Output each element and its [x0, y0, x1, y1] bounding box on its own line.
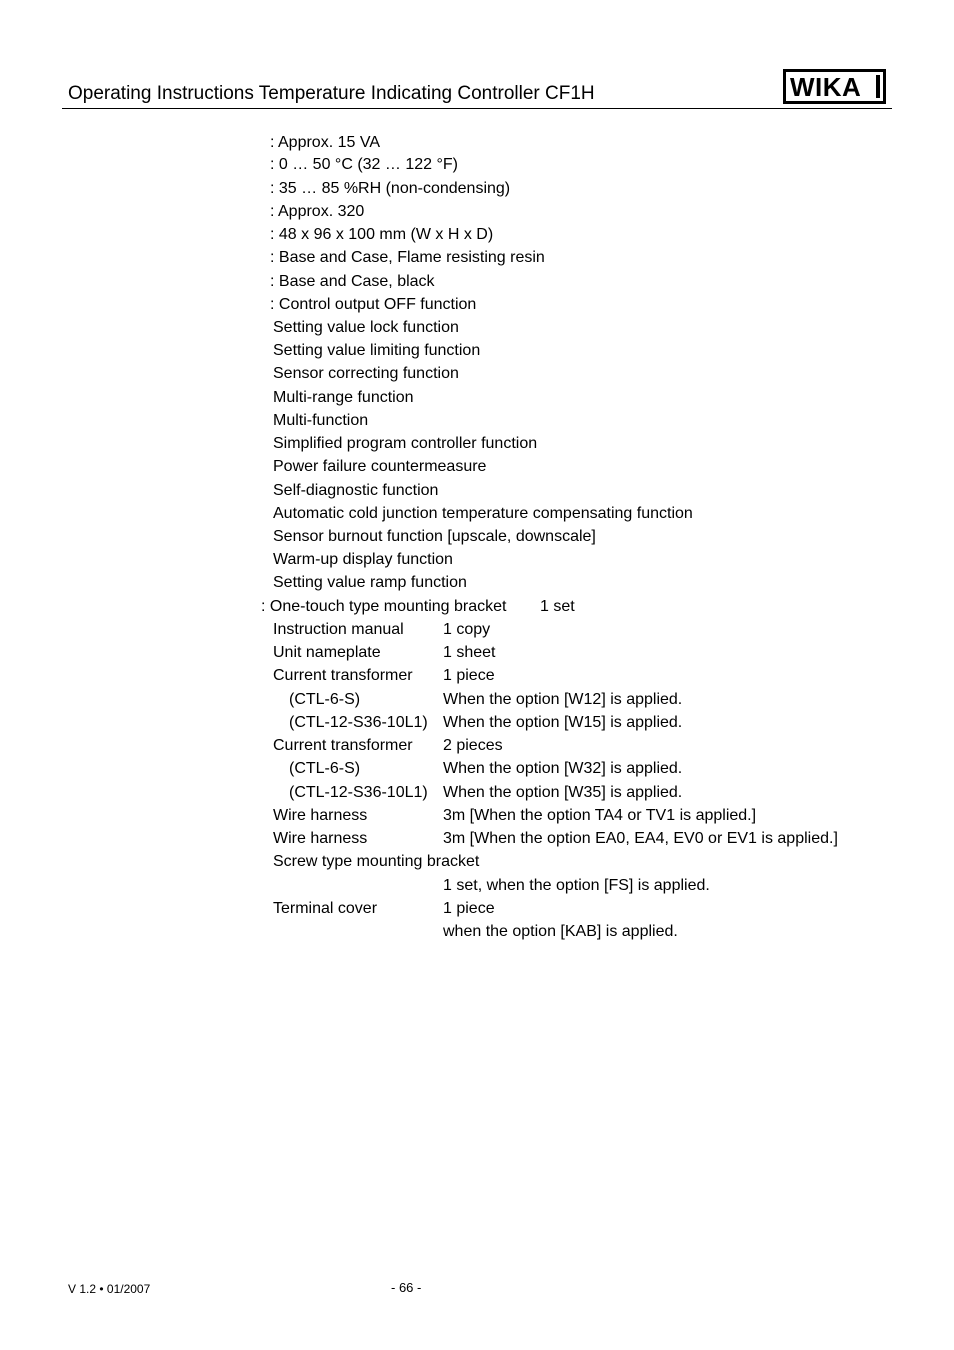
- function-item: Automatic cold junction temperature compensating function: [273, 505, 693, 522]
- function-item: Simplified program controller function: [273, 435, 538, 452]
- spec-weight: : Approx. 320: [270, 203, 365, 220]
- accessory-item: Current transformer: [273, 667, 413, 684]
- accessory-item: (CTL-12-S36-10L1): [289, 714, 428, 731]
- accessory-detail: 1 sheet: [443, 644, 496, 661]
- accessory-item: Current transformer: [273, 737, 413, 754]
- spec-material: : Base and Case, Flame resisting resin: [270, 249, 545, 266]
- function-item: Setting value ramp function: [273, 574, 467, 591]
- document-title: Operating Instructions Temperature Indicating Controller CF1H: [68, 83, 595, 104]
- accessory-item: Wire harness: [273, 807, 368, 824]
- footer-version: V 1.2 • 01/2007: [68, 1282, 151, 1296]
- accessory-item: Wire harness: [273, 830, 368, 847]
- logo-bar: [876, 75, 880, 98]
- accessory-item: Screw type mounting bracket: [273, 853, 480, 870]
- accessory-detail: 2 pieces: [443, 737, 503, 754]
- spec-ambient-humidity: : 35 … 85 %RH (non-condensing): [270, 180, 511, 197]
- accessory-mounting-bracket-qty: 1 set: [540, 598, 575, 615]
- function-item: Power failure countermeasure: [273, 458, 487, 475]
- spec-ambient-temperature: : 0 … 50 °C (32 … 122 °F): [270, 156, 458, 173]
- function-item: Multi-function: [273, 412, 369, 429]
- logo-text: WIKA: [790, 72, 862, 102]
- accessory-detail: 1 set, when the option [FS] is applied.: [443, 877, 710, 894]
- spec-power-consumption: : Approx. 15 VA: [270, 134, 380, 151]
- accessory-mounting-bracket: : One-touch type mounting bracket: [261, 598, 507, 615]
- accessory-detail: 1 piece: [443, 667, 495, 684]
- function-item: Setting value lock function: [273, 319, 459, 336]
- accessory-detail: 3m [When the option TA4 or TV1 is applied.]: [443, 807, 757, 824]
- accessory-detail: When the option [W32] is applied.: [443, 760, 683, 777]
- wika-logo: [783, 69, 886, 104]
- accessory-detail: 1 copy: [443, 621, 491, 638]
- function-item: : Control output OFF function: [270, 296, 477, 313]
- accessory-detail: when the option [KAB] is applied.: [443, 923, 678, 940]
- function-item: Self-diagnostic function: [273, 482, 439, 499]
- header-divider: [62, 108, 892, 109]
- accessory-detail: When the option [W12] is applied.: [443, 691, 683, 708]
- accessory-item: (CTL-6-S): [289, 760, 361, 777]
- page-number: - 66 -: [391, 1280, 422, 1295]
- spec-color: : Base and Case, black: [270, 273, 435, 290]
- accessory-detail: When the option [W15] is applied.: [443, 714, 683, 731]
- function-item: Setting value limiting function: [273, 342, 481, 359]
- accessory-item: Instruction manual: [273, 621, 404, 638]
- function-item: Sensor correcting function: [273, 365, 459, 382]
- accessory-detail: 3m [When the option EA0, EA4, EV0 or EV1 is applied.]: [443, 830, 838, 847]
- accessory-detail: 1 piece: [443, 900, 495, 917]
- accessory-item: (CTL-6-S): [289, 691, 361, 708]
- accessory-item: Terminal cover: [273, 900, 378, 917]
- spec-dimensions: : 48 x 96 x 100 mm (W x H x D): [270, 226, 494, 243]
- function-item: Sensor burnout function [upscale, downscale]: [273, 528, 596, 545]
- accessory-item: Unit nameplate: [273, 644, 381, 661]
- function-item: Multi-range function: [273, 389, 414, 406]
- accessory-detail: When the option [W35] is applied.: [443, 784, 683, 801]
- function-item: Warm-up display function: [273, 551, 453, 568]
- accessory-item: (CTL-12-S36-10L1): [289, 784, 428, 801]
